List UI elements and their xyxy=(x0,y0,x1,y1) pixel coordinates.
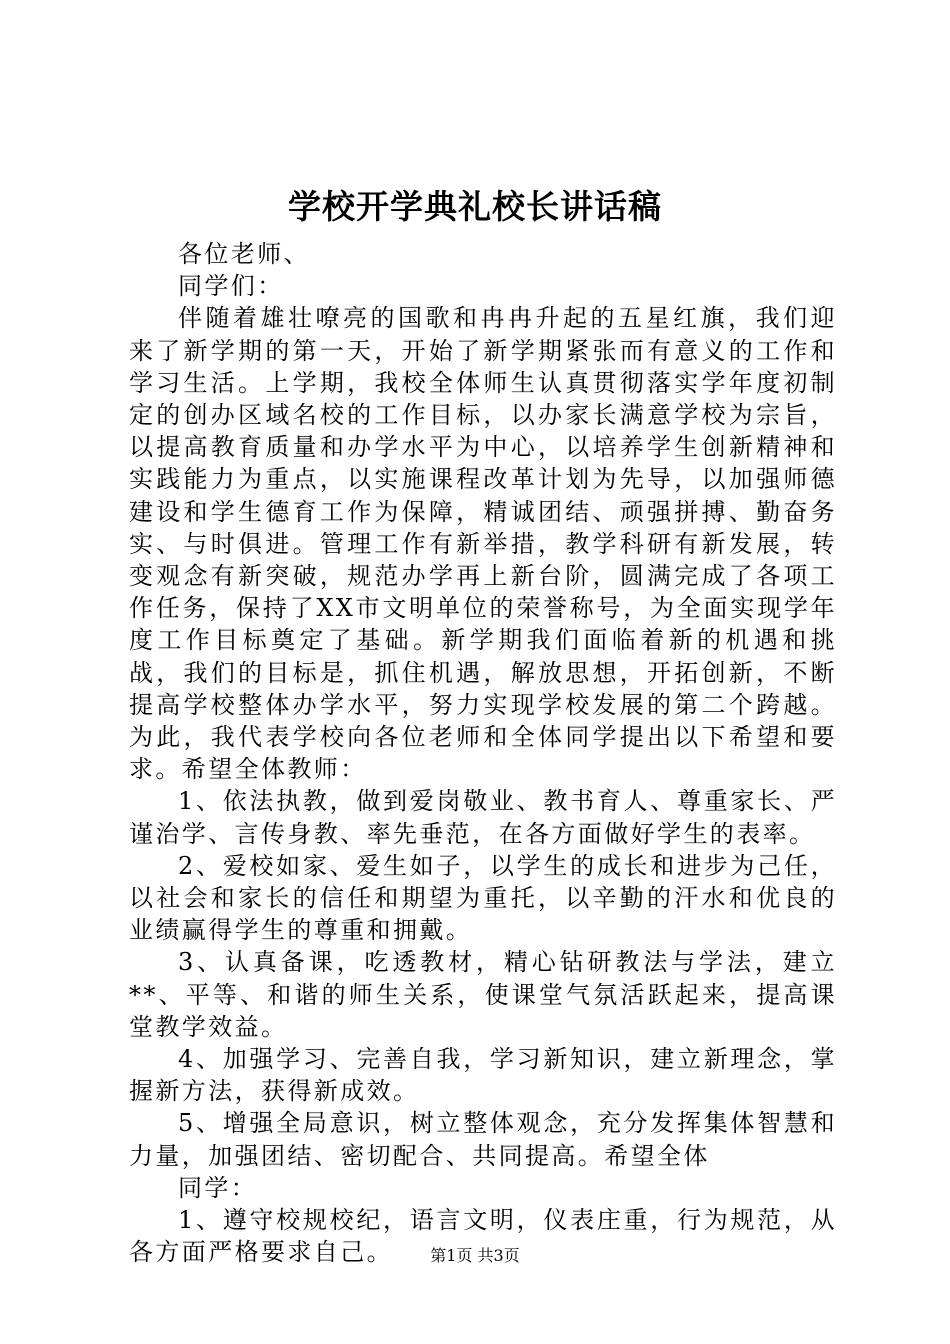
paragraph-teacher-item-4: 4、加强学习、完善自我，学习新知识，建立新理念，掌握新方法，获得新成效。 xyxy=(129,1045,837,1106)
document-title: 学校开学典礼校长讲话稿 xyxy=(288,187,662,226)
page-footer: 第1页 共3页 xyxy=(430,1246,520,1265)
paragraph-students-heading: 同学： xyxy=(178,1173,258,1202)
paragraph-main: 伴随着雄壮嘹亮的国歌和冉冉升起的五星红旗，我们迎来了新学期的第一天，开始了新学期紧张而有意义的工作和学习生活。上学期，我校全体师生认真贯彻落实学年度初制定的创办区域名校的工作目标，以办家长满意学校为宗旨，以提高教育质量和办学水平为中心，以培养学生创新精神和实践能力为重点，以实施课程改革计划为先导，以加强师德建设和学生德育工作为保障，精诚团结、顽强拼搏、勤奋务实、与时俱进。管理工作有新举措，教学科研有新发展，转变观念有新突破，规范办学再上新台阶，圆满完成了各项工作任务，保持了XX市文明单位的荣誉称号，为全面实现学年度工作目标奠定了基础。新学期我们面临着新的机遇和挑战，我们的目标是，抓住机遇，解放思想，开拓创新，不断提高学校整体办学水平，努力实现学校发展的第二个跨越。为此，我代表学校向各位老师和全体同学提出以下希望和要求。希望全体教师： xyxy=(129,304,837,784)
paragraph-teacher-item-1: 1、依法执教，做到爱岗敬业、教书育人、尊重家长、严谨治学、言传身教、率先垂范，在各方面做好学生的表率。 xyxy=(129,787,837,848)
document-body xyxy=(129,238,837,1269)
paragraph-teacher-item-5: 5、增强全局意识，树立整体观念，充分发挥集体智慧和力量，加强团结、密切配合、共同提高。希望全体 xyxy=(129,1109,837,1170)
paragraph-teacher-item-3: 3、认真备课，吃透教材，精心钻研教法与学法，建立**、平等、和谐的师生关系，使课堂气氛活跃起来，提高课堂教学效益。 xyxy=(129,948,837,1041)
paragraph-salutation-teachers: 各位老师、 xyxy=(178,240,310,268)
paragraph-student-item-1: 1、遵守校规校纪，语言文明，仪表庄重，行为规范，从各方面严格要求自己。 xyxy=(129,1206,837,1267)
paragraph-salutation-students: 同学们： xyxy=(178,272,284,301)
paragraph-teacher-item-2: 2、爱校如家、爱生如子，以学生的成长和进步为己任，以社会和家长的信任和期望为重托，以辛勤的汗水和优良的业绩赢得学生的尊重和拥戴。 xyxy=(129,851,837,945)
